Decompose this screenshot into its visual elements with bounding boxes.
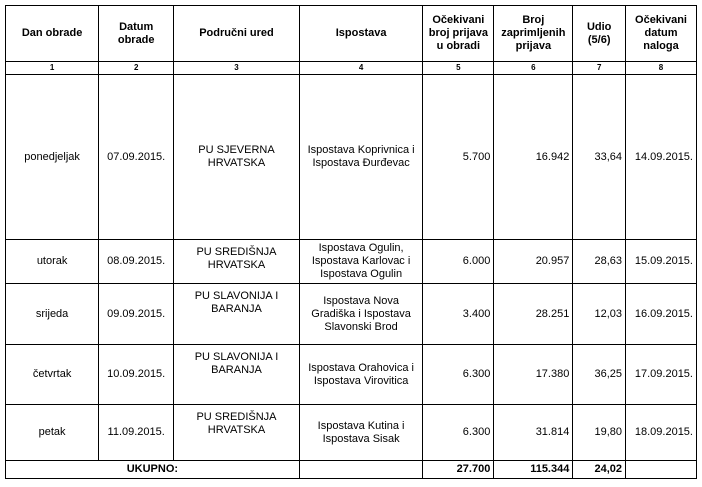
header-datum-naloga: Očekivani datum naloga [626,6,697,62]
cell-ispostava: Ispostava Ogulin, Ispostava Karlovac i Ispostava Ogulin [299,240,423,284]
header-dan: Dan obrade [6,6,99,62]
cell-zaprimljeni: 20.957 [494,240,573,284]
cell-dan: ponedjeljak [6,75,99,240]
header-ispostava: Ispostava [299,6,423,62]
cell-datum: 11.09.2015. [99,405,174,461]
table-row [6,75,697,240]
cell-udio: 28,63 [573,240,626,284]
cell-zaprimljeni: 16.942 [494,75,573,240]
cell-zaprimljeni: 17.380 [494,345,573,405]
header-zaprimljeni: Broj zaprimljenih prijava [494,6,573,62]
column-number-row [6,62,697,75]
table-row [6,345,697,405]
total-udio: 24,02 [573,461,626,479]
total-empty-cell [626,461,697,479]
cell-datum-naloga: 18.09.2015. [626,405,697,461]
cell-ured: PU SLAVONIJA I BARANJA [174,345,300,405]
table-row [6,405,697,461]
total-zaprimljeni: 115.344 [494,461,573,479]
header-ocekivani: Očekivani broj prijava u obradi [423,6,494,62]
col-number: 3 [174,62,300,75]
total-row [6,461,697,479]
cell-ured: PU SLAVONIJA I BARANJA [174,284,300,345]
cell-ocekivani: 6.000 [423,240,494,284]
cell-datum: 10.09.2015. [99,345,174,405]
cell-zaprimljeni: 31.814 [494,405,573,461]
cell-dan: srijeda [6,284,99,345]
cell-datum: 07.09.2015. [99,75,174,240]
total-empty-cell [299,461,423,479]
cell-dan: petak [6,405,99,461]
cell-ocekivani: 5.700 [423,75,494,240]
cell-datum-naloga: 14.09.2015. [626,75,697,240]
cell-udio: 19,80 [573,405,626,461]
cell-udio: 12,03 [573,284,626,345]
table-row [6,284,697,345]
cell-ured: PU SREDIŠNJA HRVATSKA [174,405,300,461]
header-datum: Datum obrade [99,6,174,62]
cell-ocekivani: 6.300 [423,405,494,461]
cell-dan: utorak [6,240,99,284]
col-number: 7 [573,62,626,75]
cell-ispostava: Ispostava Orahovica i Ispostava Virovitica [299,345,423,405]
col-number: 1 [6,62,99,75]
col-number: 8 [626,62,697,75]
total-ocekivani: 27.700 [423,461,494,479]
cell-ocekivani: 6.300 [423,345,494,405]
cell-datum: 08.09.2015. [99,240,174,284]
cell-ured: PU SREDIŠNJA HRVATSKA [174,240,300,284]
col-number: 2 [99,62,174,75]
total-label: UKUPNO: [6,461,300,479]
cell-udio: 36,25 [573,345,626,405]
col-number: 4 [299,62,423,75]
cell-datum-naloga: 16.09.2015. [626,284,697,345]
col-number: 6 [494,62,573,75]
cell-ocekivani: 3.400 [423,284,494,345]
cell-datum: 09.09.2015. [99,284,174,345]
cell-zaprimljeni: 28.251 [494,284,573,345]
header-ured: Područni ured [174,6,300,62]
header-udio: Udio (5/6) [573,6,626,62]
cell-udio: 33,64 [573,75,626,240]
cell-datum-naloga: 17.09.2015. [626,345,697,405]
cell-ispostava: Ispostava Koprivnica i Ispostava Đurđevac [299,75,423,240]
cell-ispostava: Ispostava Nova Gradiška i Ispostava Slavonski Brod [299,284,423,345]
table-row [6,240,697,284]
cell-dan: četvrtak [6,345,99,405]
header-row [6,6,697,62]
cell-datum-naloga: 15.09.2015. [626,240,697,284]
cell-ispostava: Ispostava Kutina i Ispostava Sisak [299,405,423,461]
cell-ured: PU SJEVERNA HRVATSKA [174,75,300,240]
schedule-table [5,5,697,479]
col-number: 5 [423,62,494,75]
